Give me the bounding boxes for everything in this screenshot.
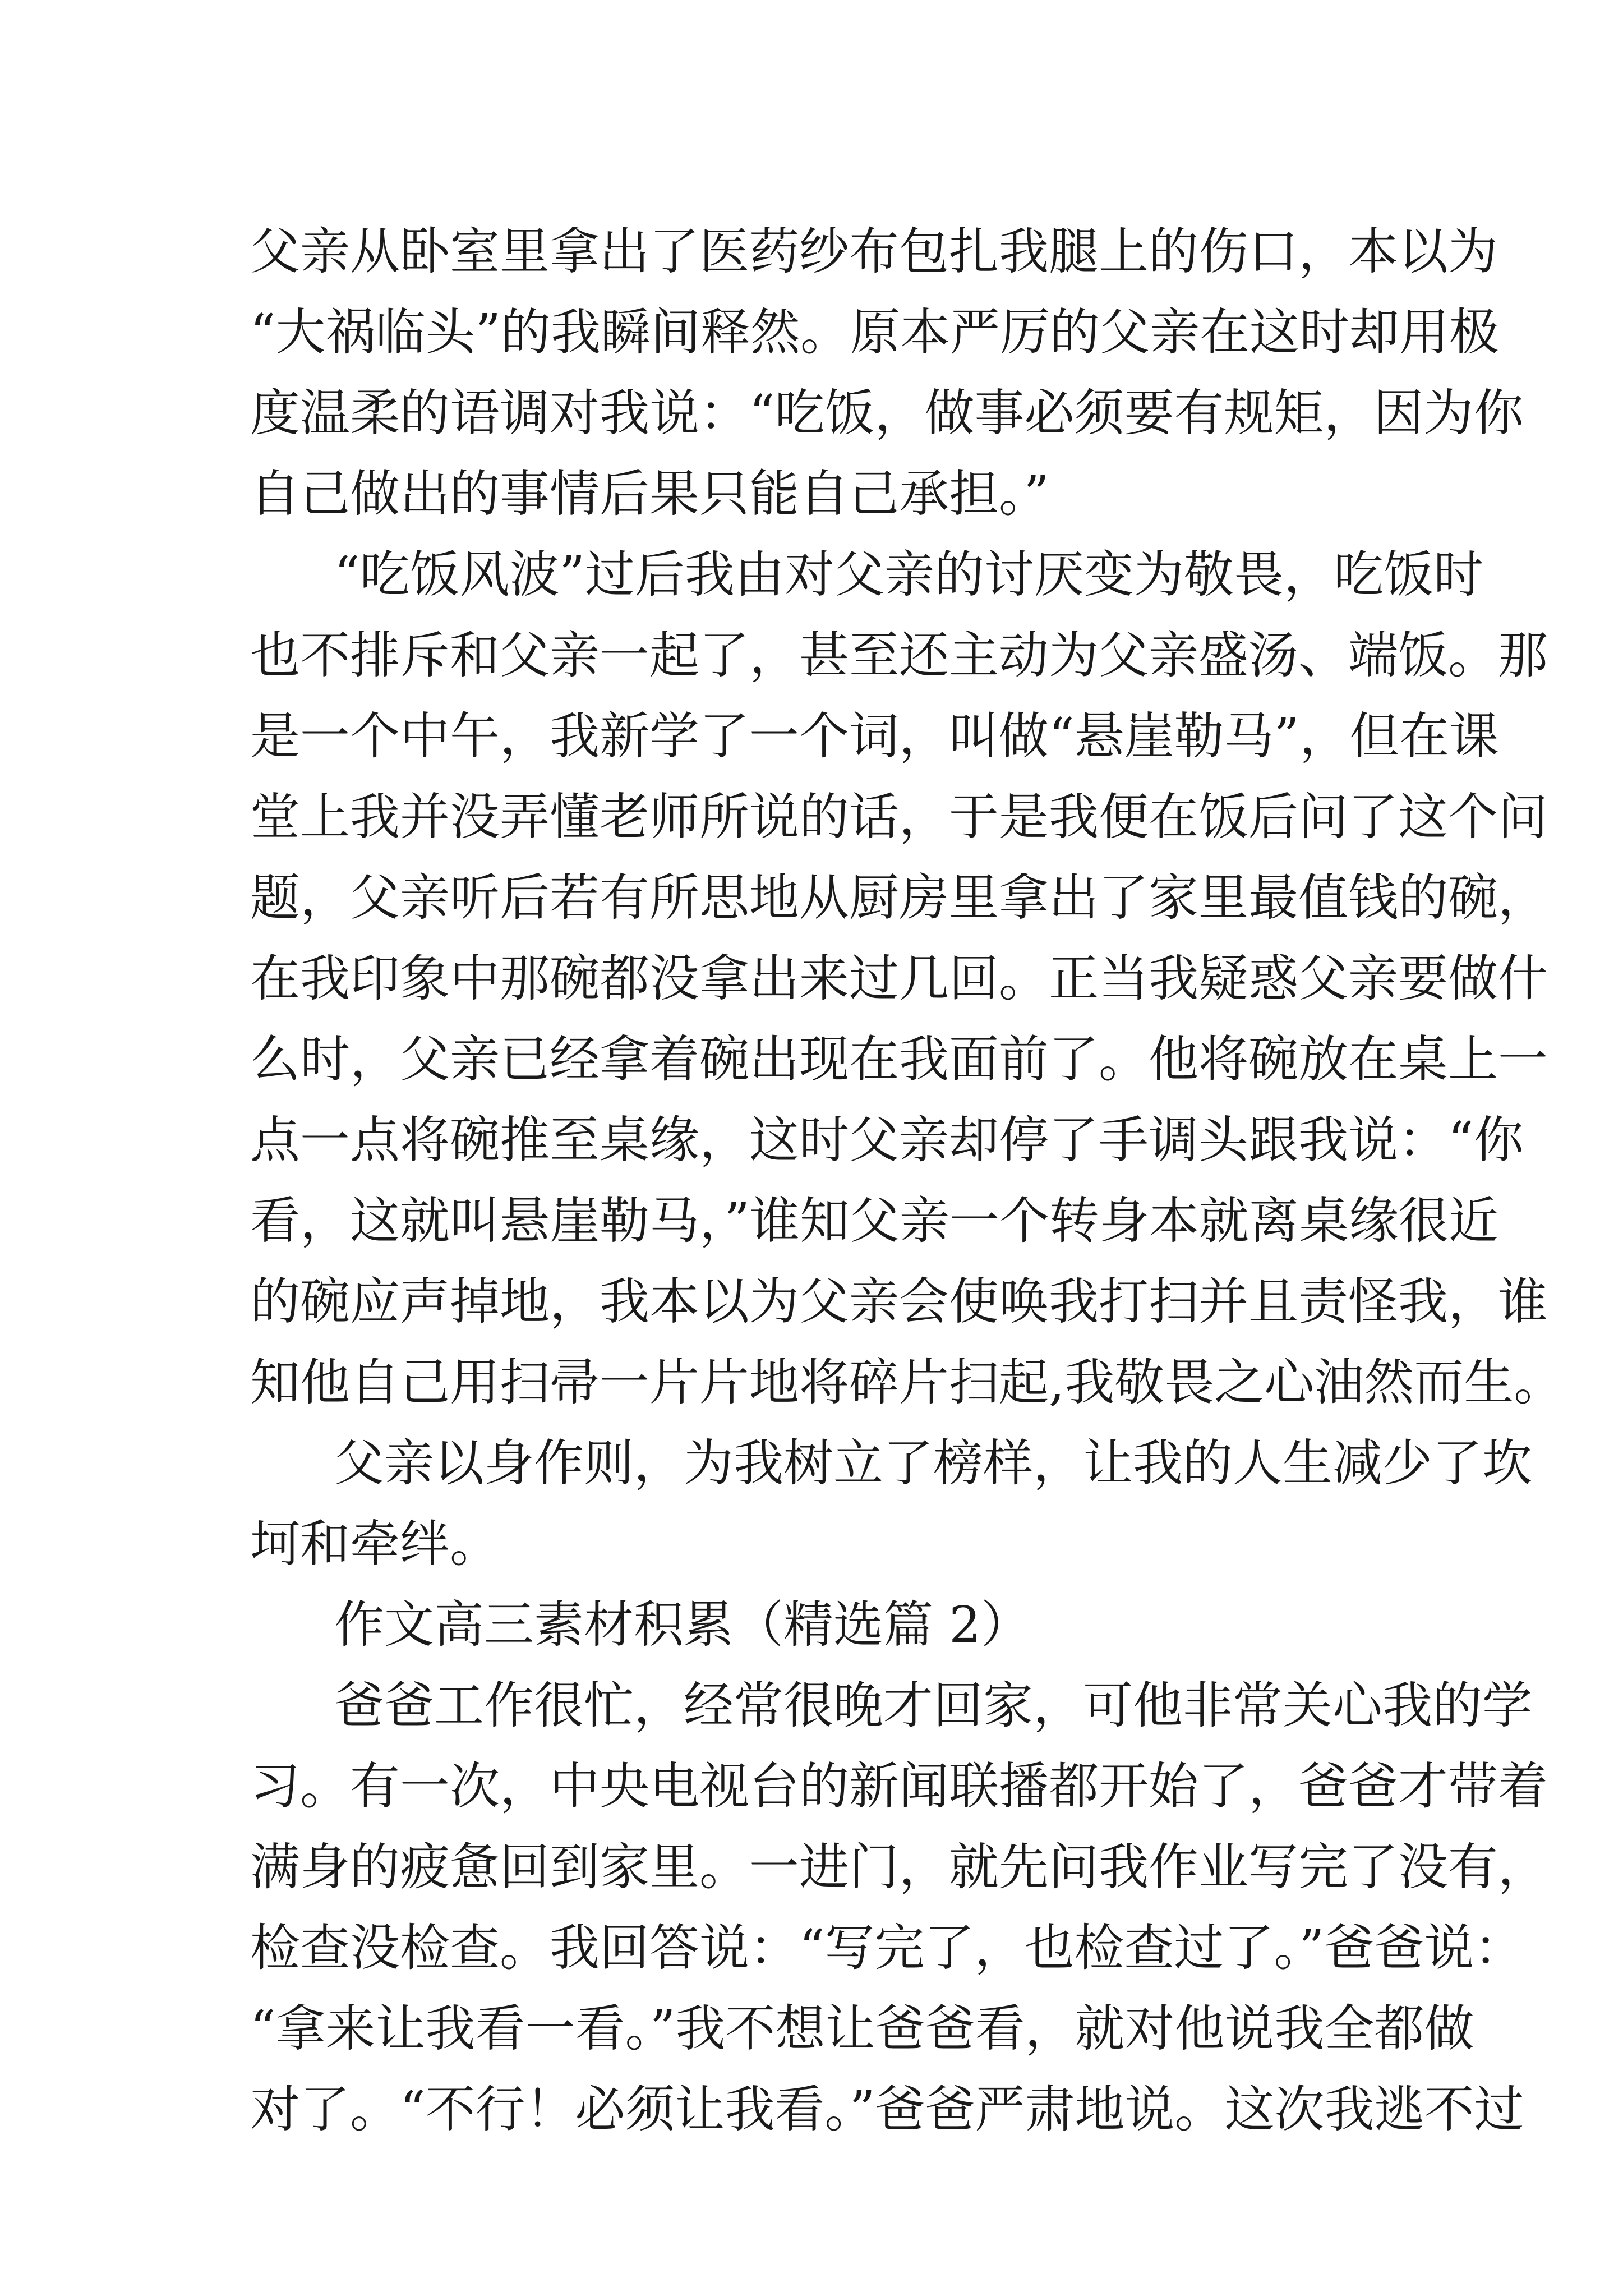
text-line: 的碗应声掉地，我本以为父亲会使唤我打扫并且责怪我，谁 [250, 1272, 1548, 1331]
text-line: 检查没检查。我回答说：“写完了，也检查过了。”爸爸说： [250, 1918, 1524, 1977]
text-line: 么时，父亲已经拿着碗出现在我面前了。他将碗放在桌上一 [250, 1030, 1548, 1088]
text-line: 也不排斥和父亲一起了，甚至还主动为父亲盛汤、端饭。那 [250, 626, 1548, 684]
section-title: 作文高三素材积累（精选篇 2） [334, 1595, 1031, 1654]
text-line: 点一点将碗推至桌缘，这时父亲却停了手调头跟我说：“你 [250, 1111, 1524, 1169]
text-line: “吃饭风波”过后我由对父亲的讨厌变为敬畏，吃饭时 [334, 545, 1483, 604]
text-line: 满身的疲惫回到家里。一进门，就先问我作业写完了没有， [250, 1838, 1548, 1896]
text-line: 父亲以身作则，为我树立了榜样，让我的人生减少了坎 [334, 1434, 1532, 1492]
text-line: 坷和牵绊。 [250, 1515, 500, 1573]
text-line: 习。有一次，中央电视台的新闻联播都开始了，爸爸才带着 [250, 1757, 1548, 1815]
section-heading [250, 1584, 1377, 1665]
text-line: 堂上我并没弄懂老师所说的话，于是我便在饭后问了这个问 [250, 788, 1548, 846]
body-text [250, 211, 1564, 2150]
text-line: 知他自己用扫帚一片片地将碎片扫起,我敬畏之心油然而生。 [250, 1353, 1564, 1411]
text-line: 看，这就叫悬崖勒马，”谁知父亲一个转身本就离桌缘很近 [250, 1191, 1498, 1250]
text-line: 是一个中午，我新学了一个词，叫做“悬崖勒马”，但在课 [250, 707, 1499, 765]
paragraph [250, 534, 1564, 1423]
text-line: 对了。“不行！必须让我看。”爸爸严肃地说。这次我逃不过 [250, 2080, 1524, 2138]
text-line: “拿来让我看一看。”我不想让爸爸看，就对他说我全都做 [250, 1999, 1474, 2058]
text-line: 度温柔的语调对我说：“吃饭，做事必须要有规矩，因为你 [250, 384, 1524, 442]
text-line: 题，父亲听后若有所思地从厨房里拿出了家里最值钱的碗， [250, 868, 1548, 927]
text-line: “大祸临头”的我瞬间释然。原本严厉的父亲在这时却用极 [250, 303, 1499, 361]
text-line: 在我印象中那碗都没拿出来过几回。正当我疑惑父亲要做什 [250, 949, 1548, 1007]
paragraph [250, 1423, 1532, 1584]
paragraph [250, 1665, 1548, 2150]
paragraph [250, 211, 1524, 534]
text-line: 爸爸工作很忙，经常很晚才回家，可他非常关心我的学 [334, 1676, 1532, 1734]
text-line: 自己做出的事情后果只能自己承担。” [250, 464, 1049, 523]
text-line: 父亲从卧室里拿出了医药纱布包扎我腿上的伤口，本以为 [250, 222, 1498, 280]
